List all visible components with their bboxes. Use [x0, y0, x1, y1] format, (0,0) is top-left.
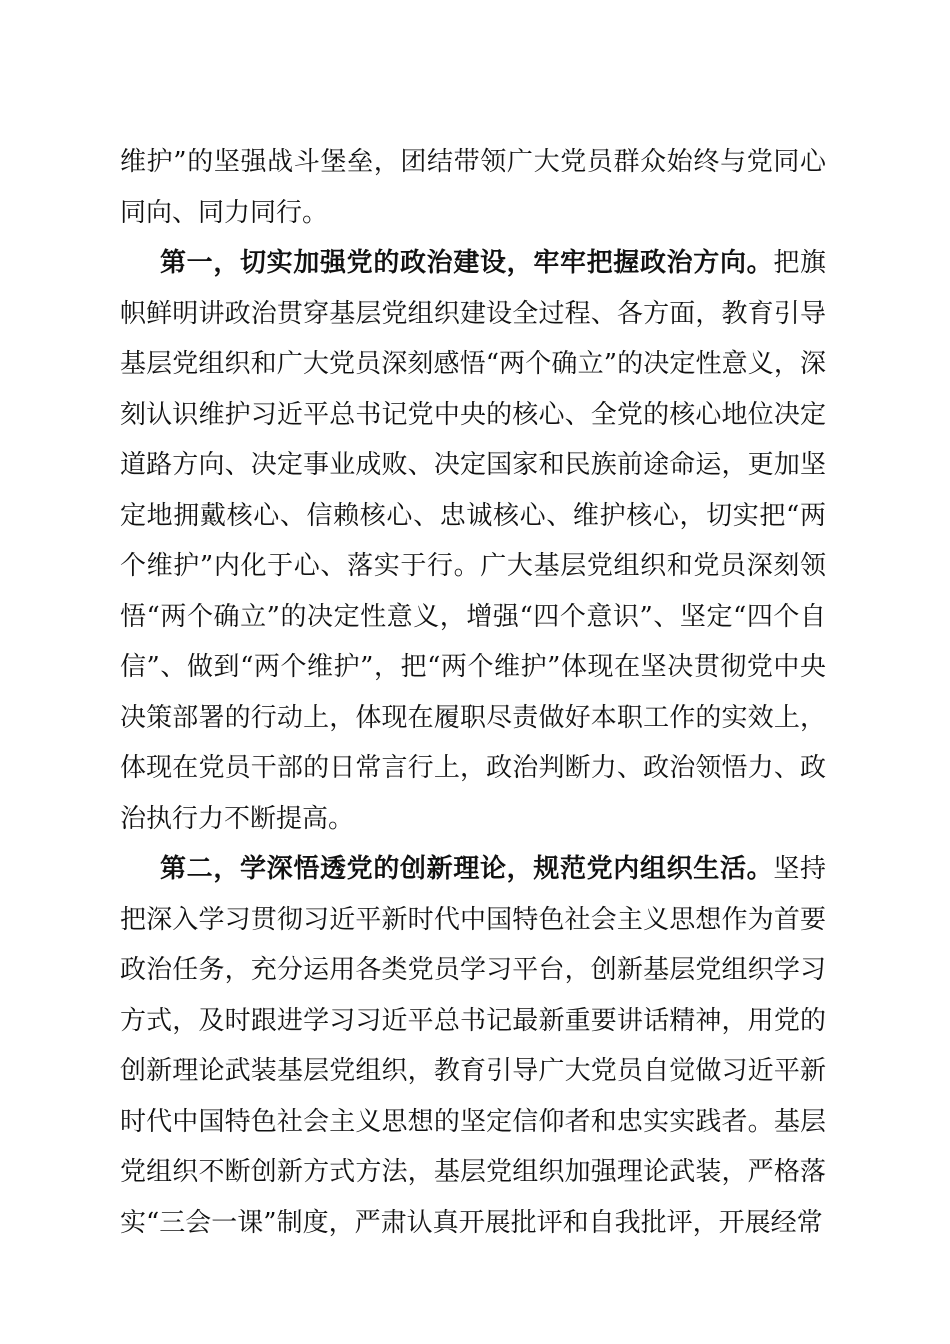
paragraph-text: 把旗帜鲜明讲政治贯穿基层党组织建设全过程、各方面，教育引导基层党组织和广大党员深刻感悟“两个确立”的决定性意义，深刻认识维护习近平总书记党中央的核心、全党的核心地位决定道路方向、决定事业成败、决定国家和民族前途命运，更加坚定地拥戴核心、信赖核心、忠诚核心、维护核心，切实把“两个维护”内化于心、落实于行。广大基层党组织和党员深刻领悟“两个确立”的决定性意义，增强“四个意识”、坚定“四个自信”、做到“两个维护”，把“两个维护”体现在坚决贯彻党中央决策部署的行动上，体现在履职尽责做好本职工作的实效上，体现在党员干部的日常言行上，政治判断力、政治领悟力、政治执行力不断提高。	[120, 248, 826, 834]
paragraph-lead-sentence: 第一，切实加强党的政治建设，牢牢把握政治方向。	[160, 248, 774, 278]
document-body	[120, 137, 826, 1248]
paragraph-text: 维护”的坚强战斗堡垒，团结带领广大党员群众始终与党同心同向、同力同行。	[120, 147, 826, 228]
paragraph-second-point	[120, 844, 826, 1248]
paragraph-text: 坚持把深入学习贯彻习近平新时代中国特色社会主义思想作为首要政治任务，充分运用各类党员学习平台，创新基层党组织学习方式，及时跟进学习习近平总书记最新重要讲话精神，用党的创新理论武装基层党组织，教育引导广大党员自觉做习近平新时代中国特色社会主义思想的坚定信仰者和忠实实践者。基层党组织不断创新方式方法，基层党组织加强理论武装，严格落实“三会一课”制度，严肃认真开展批评和自我批评，开展经常	[120, 854, 826, 1238]
paragraph-first-point	[120, 238, 826, 844]
paragraph-lead-sentence: 第二，学深悟透党的创新理论，规范党内组织生活。	[160, 854, 774, 884]
paragraph-continuation	[120, 137, 826, 238]
